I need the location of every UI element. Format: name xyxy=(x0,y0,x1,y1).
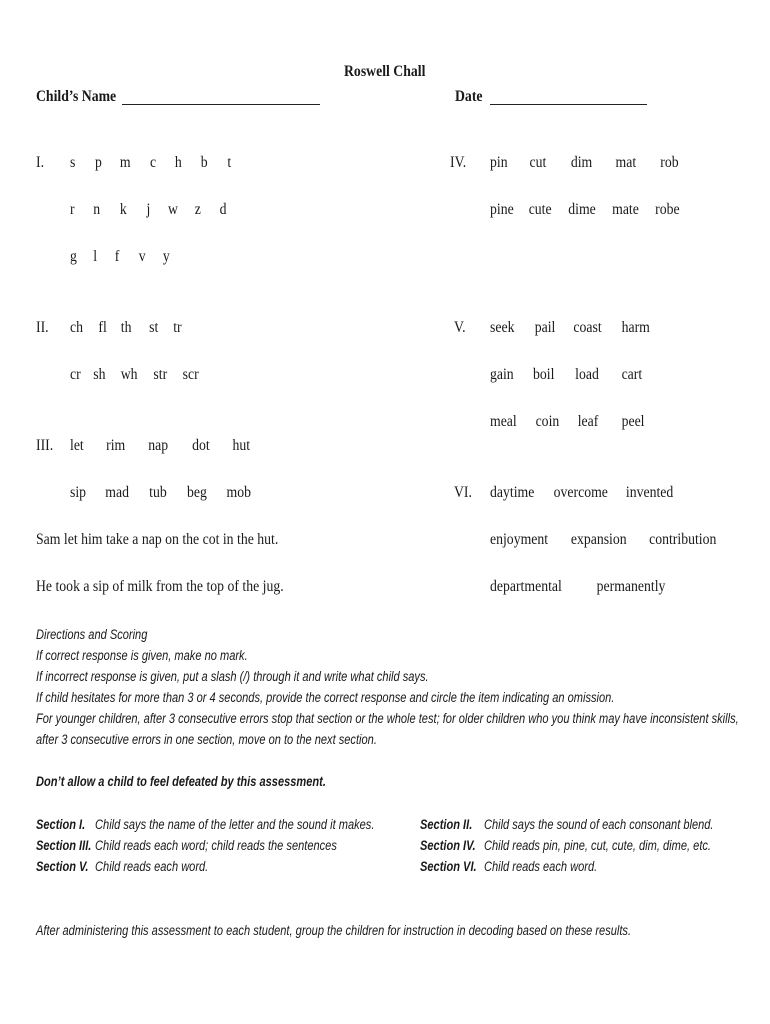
list-item: h xyxy=(174,154,182,171)
list-item: wh xyxy=(120,366,138,383)
list-item: w xyxy=(168,201,178,218)
scoring-label: Section II. xyxy=(420,817,473,832)
scoring-label: Section III. xyxy=(36,838,92,853)
list-item: beg xyxy=(186,484,207,501)
list-item: b xyxy=(200,154,208,171)
scoring-label: Section IV. xyxy=(420,838,476,853)
list-item: mat xyxy=(615,154,637,171)
list-item: l xyxy=(93,248,98,265)
list-item: dot xyxy=(192,437,210,454)
directions-line: If correct response is given, make no mark. xyxy=(36,648,248,663)
scoring-label: Section I. xyxy=(36,817,86,832)
list-item: load xyxy=(575,366,599,383)
list-item: s xyxy=(70,154,76,171)
list-item: mad xyxy=(105,484,129,501)
list-item: peel xyxy=(621,413,645,430)
list-item: fl xyxy=(98,319,107,336)
directions-line: For younger children, after 3 consecutive errors stop that section or the whole test; for older children who you think may have inconsistent skills, xyxy=(36,711,739,726)
list-item: t xyxy=(227,154,232,171)
list-item: robe xyxy=(655,201,680,218)
scoring-label: Section VI. xyxy=(420,859,477,874)
list-item: let xyxy=(70,437,84,454)
list-item: harm xyxy=(621,319,650,336)
scoring-label: Section V. xyxy=(36,859,89,874)
section-iv-label: IV. xyxy=(450,154,467,171)
scoring-text: Child reads each word. xyxy=(483,859,598,874)
scoring-left xyxy=(36,814,374,877)
list-item: coast xyxy=(573,319,602,336)
list-item: mate xyxy=(612,201,639,218)
scoring-text: Child reads pin, pine, cut, cute, dim, dime, etc. xyxy=(483,838,712,853)
scoring-text: Child reads each word. xyxy=(95,859,209,874)
scoring-text: Child says the sound of each consonant blend. xyxy=(483,817,714,832)
section-ii-label: II. xyxy=(36,319,49,336)
list-item: m xyxy=(119,154,131,171)
list-item: scr xyxy=(182,366,199,383)
section-iii-label: III. xyxy=(36,437,54,454)
directions-line: If child hesitates for more than 3 or 4 seconds, provide the correct response and circle the item indicating an omission. xyxy=(36,690,615,705)
list-item: gain xyxy=(490,366,514,383)
list-item: pail xyxy=(534,319,556,336)
list-item: daytime xyxy=(490,484,535,501)
list-item: sh xyxy=(93,366,106,383)
list-item: n xyxy=(93,201,101,218)
list-item: dime xyxy=(568,201,596,218)
list-item: overcome xyxy=(553,484,608,501)
list-item: tub xyxy=(149,484,167,501)
list-item: d xyxy=(219,201,227,218)
list-item: rob xyxy=(660,154,679,171)
list-item: nap xyxy=(148,437,169,454)
list-item: pine xyxy=(490,201,514,218)
warning-text: Don’t allow a child to feel defeated by this assessment. xyxy=(36,774,326,789)
list-item: leaf xyxy=(577,413,599,430)
list-item: cut xyxy=(529,154,547,171)
scoring-text: Child says the name of the letter and the sound it makes. xyxy=(95,817,375,832)
date-label: Date xyxy=(455,88,483,105)
list-item: ch xyxy=(70,319,83,336)
sentence-2: He took a sip of milk from the top of the jug. xyxy=(36,578,284,595)
list-item: enjoyment xyxy=(490,531,549,548)
list-item: invented xyxy=(625,484,674,501)
list-item: coin xyxy=(535,413,560,430)
footer-note: After administering this assessment to each student, group the children for instruction in decoding based on these results. xyxy=(36,923,632,938)
list-item: boil xyxy=(533,366,555,383)
list-item: contribution xyxy=(649,531,717,548)
scoring-right xyxy=(420,814,714,877)
list-item: z xyxy=(194,201,201,218)
list-item: seek xyxy=(490,319,515,336)
list-item: permanently xyxy=(596,578,666,595)
list-item: y xyxy=(162,248,170,265)
list-item: th xyxy=(120,319,132,336)
list-item: g xyxy=(70,248,77,265)
section-vi-label: VI. xyxy=(454,484,472,501)
list-item: hut xyxy=(232,437,251,454)
list-item: pin xyxy=(490,154,508,171)
section-v-label: V. xyxy=(454,319,466,336)
directions-line: If incorrect response is given, put a slash (/) through it and write what child says. xyxy=(36,669,429,684)
date-field[interactable] xyxy=(490,104,647,105)
list-item: mob xyxy=(226,484,251,501)
list-item: cr xyxy=(70,366,81,383)
list-item: p xyxy=(94,154,102,171)
childs-name-label: Child’s Name xyxy=(36,88,117,105)
list-item: c xyxy=(149,154,157,171)
childs-name-field[interactable] xyxy=(122,104,320,105)
list-item: k xyxy=(119,201,127,218)
list-item: f xyxy=(114,248,120,265)
directions-block xyxy=(36,624,739,750)
section-i-label: I. xyxy=(36,154,45,171)
list-item: departmental xyxy=(490,578,562,595)
list-item: r xyxy=(70,201,75,218)
scoring-text: Child reads each word; child reads the sentences xyxy=(95,838,337,853)
list-item: cute xyxy=(528,201,552,218)
list-item: tr xyxy=(173,319,182,336)
list-item: cart xyxy=(621,366,643,383)
list-item: expansion xyxy=(570,531,627,548)
list-item: rim xyxy=(106,437,126,454)
list-item: dim xyxy=(570,154,593,171)
directions-line: after 3 consecutive errors in one section, move on to the next section. xyxy=(36,732,377,747)
list-item: meal xyxy=(490,413,517,430)
list-item: sip xyxy=(70,484,87,501)
sentence-1: Sam let him take a nap on the cot in the hut. xyxy=(36,531,279,548)
list-item: j xyxy=(146,201,151,218)
page-title: Roswell Chall xyxy=(344,63,426,80)
list-item: str xyxy=(153,366,168,383)
directions-heading: Directions and Scoring xyxy=(36,627,148,642)
list-item: st xyxy=(149,319,159,336)
list-item: v xyxy=(138,248,146,265)
